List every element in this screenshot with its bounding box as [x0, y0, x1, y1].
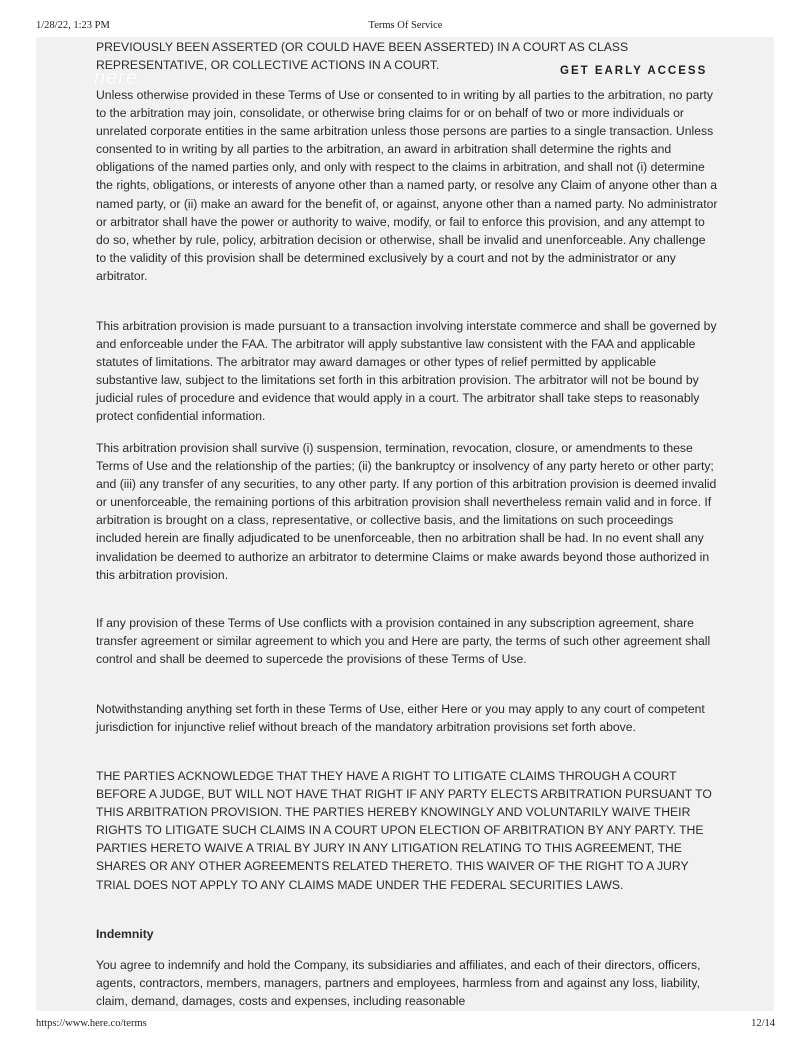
paragraph-faa: This arbitration provision is made pursuant to a transaction involving interstate commerce and shall be governed by and enforceable under the FAA. The arbitrator will apply substantive law consistent with the FAA and applicable statutes of limitations. The arbitrator may award damages or other types of relief permitted by applicable substantive law, subject to the limitations set forth in this arbitration provision. The arbitrator will not be bound by judicial rules of procedure and evidence that would apply in a court. The arbitrator shall take steps to reasonably protect confidential information. [96, 319, 717, 424]
print-page-title: Terms Of Service [368, 20, 443, 31]
paragraph-indemnity: You agree to indemnify and hold the Company, its subsidiaries and affiliates, and each of their directors, officers, agents, contractors, members, managers, partners and employees, harmless from and against any loss, liability, claim, demand, damages, costs and expenses, including reasonable [96, 958, 701, 1009]
print-footer [0, 1018, 811, 1032]
print-url: https://www.here.co/terms [36, 1018, 147, 1029]
get-early-access-button[interactable]: GET EARLY ACCESS [560, 65, 708, 77]
print-datetime: 1/28/22, 1:23 PM [36, 20, 110, 31]
print-header [0, 20, 811, 34]
page-content-area [36, 37, 774, 1011]
paragraph-injunctive-relief: Notwithstanding anything set forth in these Terms of Use, either Here or you may apply to any court of competent jurisdiction for injunctive relief without breach of the mandatory arbitration provisions set forth above. [96, 702, 705, 735]
paragraph-jury-waiver: THE PARTIES ACKNOWLEDGE THAT THEY HAVE A RIGHT TO LITIGATE CLAIMS THROUGH A COURT BEFORE A JUDGE, BUT WILL NOT HAVE THAT RIGHT IF ANY PARTY ELECTS ARBITRATION PURSUANT TO THIS ARBITRATION PROVISION. THE PARTIES HEREBY KNOWINGLY AND VOLUNTARILY WAIVE THEIR RIGHTS TO LITIGATE SUCH CLAIMS IN A COURT UPON ELECTION OF ARBITRATION BY ANY PARTY. THE PARTIES HERETO WAIVE A TRIAL BY JURY IN ANY LITIGATION RELATING TO THIS AGREEMENT, THE SHARES OR ANY OTHER AGREEMENTS RELATED THERETO. THIS WAIVER OF THE RIGHT TO A JURY TRIAL DOES NOT APPLY TO ANY CLAIMS MADE UNDER THE FEDERAL SECURITIES LAWS. [96, 769, 712, 892]
section-heading-indemnity: Indemnity [96, 927, 154, 941]
print-page-number: 12/14 [751, 1018, 775, 1029]
site-logo[interactable]: here [94, 67, 139, 89]
paragraph-class-action-tail: PREVIOUSLY BEEN ASSERTED (OR COULD HAVE BEEN ASSERTED) IN A COURT AS CLASS REPRESENTATIVE, OR COLLECTIVE ACTIONS IN A COURT. [96, 40, 629, 73]
paragraph-no-consolidation: Unless otherwise provided in these Terms of Use or consented to in writing by all parties to the arbitration, no party to the arbitration may join, consolidate, or otherwise bring claims for or on behalf of two or more individuals or unrelated corporate entities in the same arbitration unless those persons are parties to a single transaction. Unless consented to in writing by all parties to the arbitration, an award in arbitration shall determine the rights and obligations of the named parties only, and only with respect to the claims in arbitration, and shall not (i) determine the rights, obligations, or interests of anyone other than a named party, or resolve any Claim of anyone other than a named party, or (ii) make an award for the benefit of, or against, anyone other than a named party. No administrator or arbitrator shall have the power or authority to waive, modify, or fail to enforce this provision, and any attempt to do so, whether by rule, policy, arbitration decision or otherwise, shall be invalid and unenforceable. Any challenge to the validity of this provision shall be determined exclusively by a court and not by the administrator or any arbitrator. [96, 88, 718, 283]
paragraph-survival: This arbitration provision shall survive (i) suspension, termination, revocation, closure, or amendments to these Terms of Use and the relationship of the parties; (ii) the bankruptcy or insolvency of any party hereto or other party; and (iii) any transfer of any securities, to any other party. If any portion of this arbitration provision is deemed invalid or unenforceable, the remaining portions of this arbitration provision shall nevertheless remain valid and in force. If arbitration is brought on a class, representative, or collective basis, and the limitations on such proceedings included herein are finally adjudicated to be unenforceable, then no arbitration shall be had. In no event shall any invalidation be deemed to authorize an arbitrator to determine Claims or make awards beyond those authorized in this arbitration provision. [96, 441, 717, 582]
paragraph-conflict: If any provision of these Terms of Use conflicts with a provision contained in any subscription agreement, share transfer agreement or similar agreement to which you and Here are party, the terms of such other agreement shall control and shall be deemed to supercede the provisions of these Terms of Use. [96, 616, 711, 667]
